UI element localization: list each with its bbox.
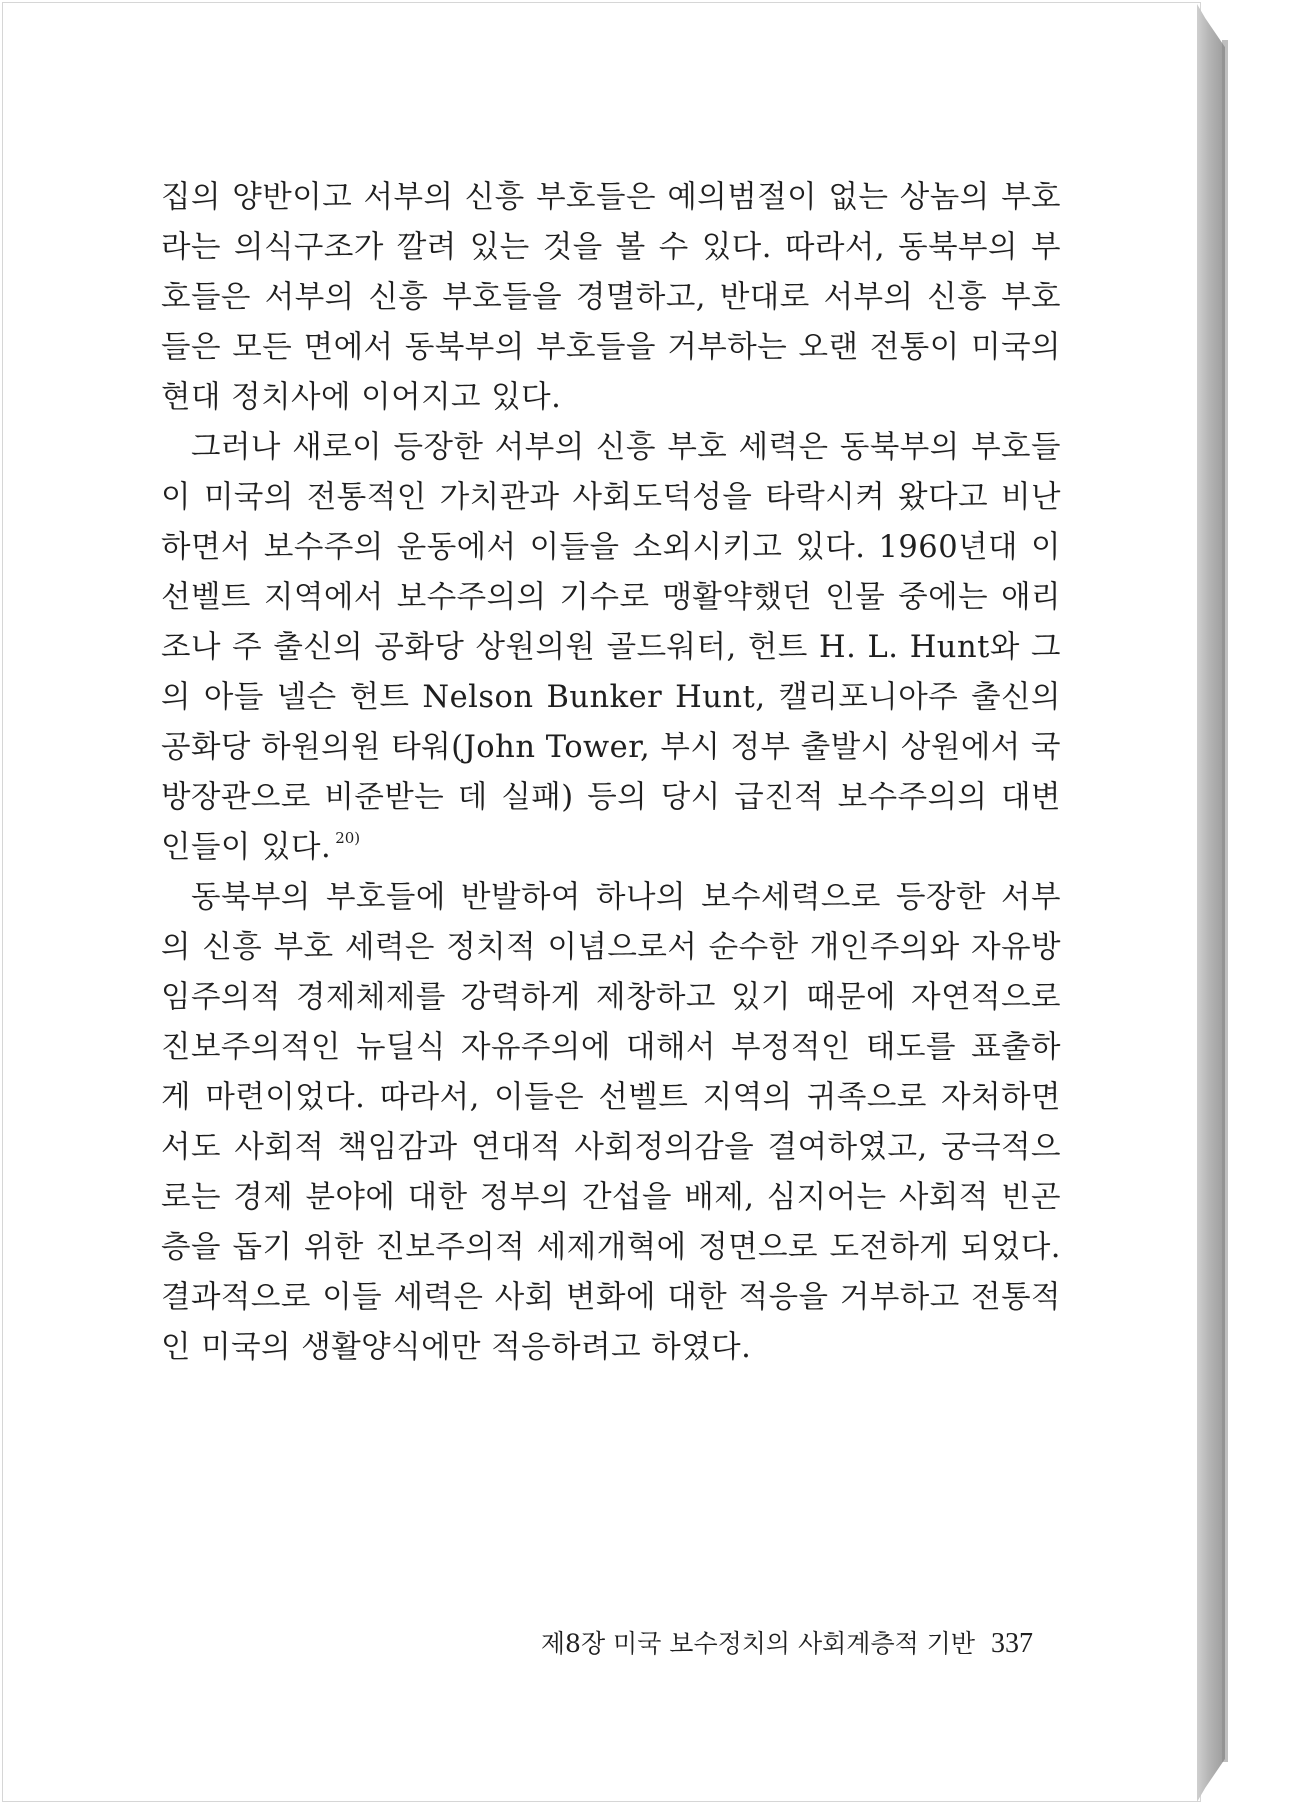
paragraph-ideology: 동북부의 부호들에 반발하여 하나의 보수세력으로 등장한 서부의 신흥 부호 세력은 정치적 이념으로서 순수한 개인주의와 자유방임주의적 경제체제를 강력하게 제창하고 있기 때문에 자연적으로 진보주의적인 뉴딜식 자유주의에 대해서 부정적인 태도를 표출하게 마련이었다. 따라서, 이들은 선벨트 지역의 귀족으로 자처하면서도 사회적 책임감과 연대적 사회정의감을 결여하였고, 궁극적으로는 경제 분야에 대한 정부의 간섭을 배제, 심지어는 사회적 빈곤층을 돕기 위한 진보주의적 세제개혁에 정면으로 도전하게 되었다. 결과적으로 이들 세력은 사회 변화에 대한 적응을 거부하고 전통적인 미국의 생활양식에만 적응하려고 하였다. [161, 880, 1061, 1365]
page-stack-edge [1197, 4, 1225, 1802]
paragraph-western-wealth [161, 423, 1061, 873]
paragraph-continuation: 집의 양반이고 서부의 신흥 부호들은 예의범절이 없는 상놈의 부호라는 의식구조가 깔려 있는 것을 볼 수 있다. 따라서, 동북부의 부호들은 서부의 신흥 부호들을 경멸하고, 반대로 서부의 신흥 부호들은 모든 면에서 동북부의 부호들을 거부하는 오랜 전통이 미국의 현대 정치사에 이어지고 있다. [161, 180, 1061, 415]
running-footer [523, 1626, 1033, 1662]
page-body [161, 173, 1061, 1373]
chapter-title: 제8장 미국 보수정치의 사회계층적 기반 [540, 1629, 975, 1658]
footnote-marker: 20) [335, 829, 361, 847]
page-shadow [1222, 40, 1228, 1762]
paragraph-western-wealth-text: 그러나 새로이 등장한 서부의 신흥 부호 세력은 동북부의 부호들이 미국의 전통적인 가치관과 사회도덕성을 타락시켜 왔다고 비난하면서 보수주의 운동에서 이들을 소외시키고 있다. 1960년대 이 선벨트 지역에서 보수주의의 기수로 맹활약했던 인물 중에는 애리조나 주 출신의 공화당 상원의원 골드워터, 헌트 H. L. Hunt와 그의 아들 넬슨 헌트 Nelson Bunker Hunt, 캘리포니아주 출신의 공화당 하원의원 타워(John Tower, 부시 정부 출발시 상원에서 국방장관으로 비준받는 데 실패) 등의 당시 급진적 보수주의의 대변인들이 있다. [161, 430, 1061, 865]
book-page [2, 2, 1201, 1802]
page-number: 337 [991, 1628, 1033, 1659]
